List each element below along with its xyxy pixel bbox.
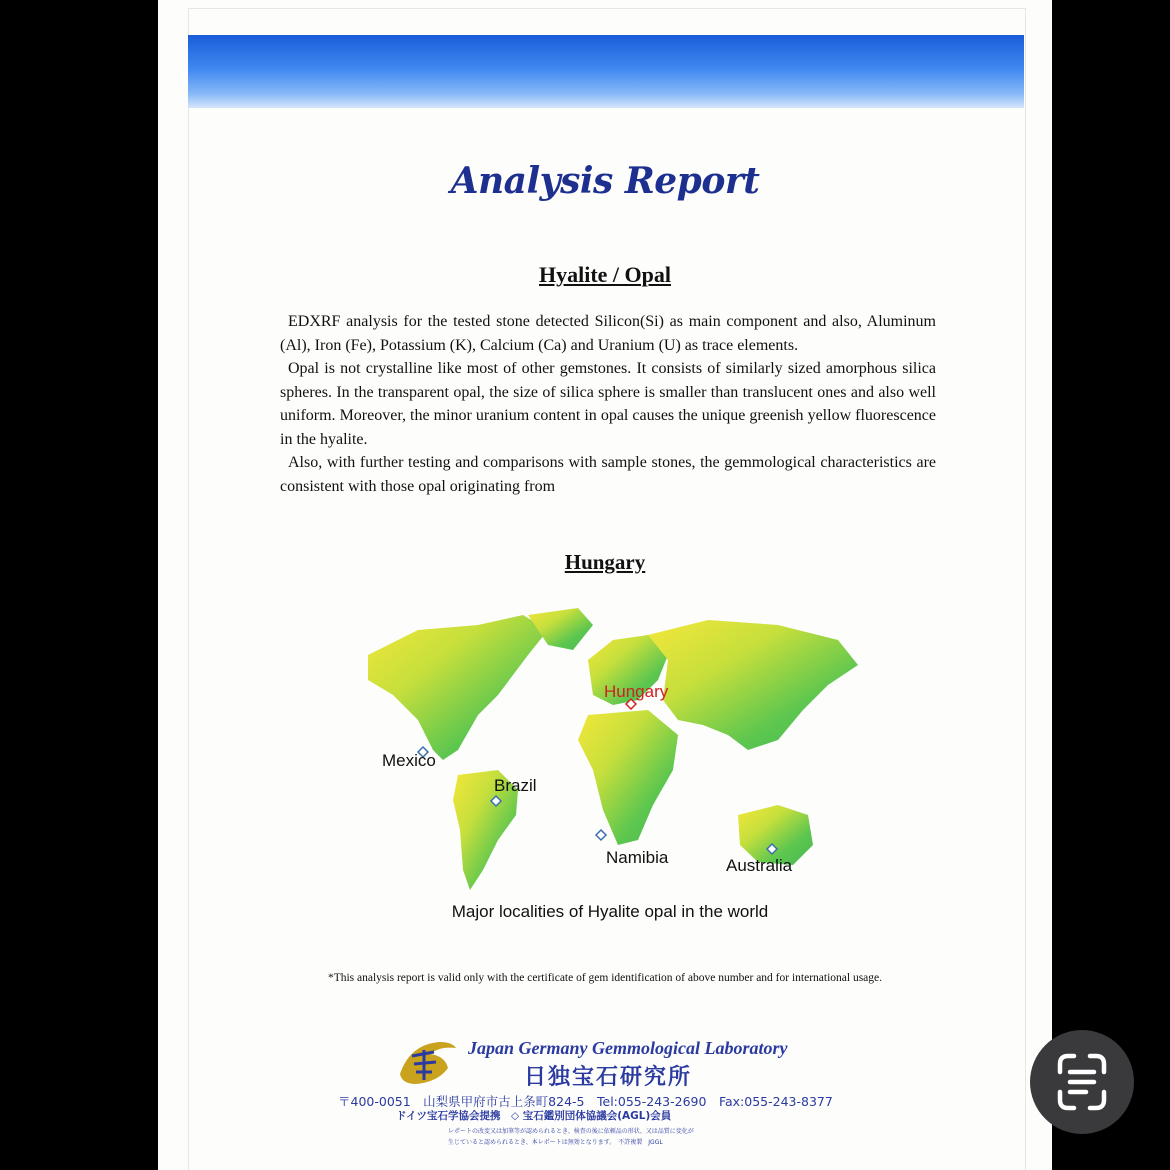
- paragraph-opal: Opal is not crystalline like most of other gemstones. It consists of similarly sized amorphous silica spheres. In the transparent opal, the size of silica sphere is smaller than translucent ones and also well uniform. Moreover, the minor uranium content in opal causes the unique greenish yellow fluorescence in the hyalite.: [280, 360, 936, 448]
- lab-notice-line-1: レポートの改変又は加筆等が認められるとき、検査の後に依頼品の形状、又は品質に変化が: [448, 1128, 694, 1135]
- world-map: [348, 600, 888, 900]
- paragraph-edxrf: EDXRF analysis for the tested stone detected Silicon(Si) as main component and also, Aluminum (Al), Iron (Fe), Potassium (K), Calcium (Ca) and Uranium (U) as trace elements.: [280, 313, 936, 354]
- lab-name-jp: 日独宝石研究所: [524, 1065, 693, 1090]
- lab-logo: [390, 1034, 462, 1090]
- continent-africa: [578, 710, 678, 845]
- map-caption: Major localities of Hyalite opal in the world: [451, 902, 769, 921]
- label-brazil: Brazil: [494, 776, 537, 795]
- label-namibia: Namibia: [606, 848, 669, 867]
- stone-title: Hyalite / Opal: [539, 262, 671, 287]
- lab-address: 〒400-0051 山梨県甲府市古上条町824-5 Tel:055-243-2690 Fax:055-243-8377: [338, 1094, 833, 1109]
- lab-association: ドイツ宝石学協会提携 ◇ 宝石鑑別団体協議会(AGL)会員: [396, 1110, 672, 1122]
- text-scan-icon: [1030, 1030, 1134, 1134]
- label-mexico: Mexico: [382, 751, 436, 770]
- lab-name-en: Japan Germany Gemmological Laboratory: [468, 1038, 788, 1058]
- report-page: [158, 0, 1052, 1170]
- continent-greenland: [528, 608, 593, 650]
- continent-asia: [648, 620, 858, 750]
- label-australia: Australia: [726, 856, 793, 875]
- lab-notice-line-2: 生じていると認められるとき、本レポートは無効となります。 不許複製 JGGL: [448, 1139, 663, 1146]
- paragraph-origin: Also, with further testing and comparisons with sample stones, the gemmological characteristics are consistent with those opal originating from: [280, 454, 936, 495]
- lab-seal-icon: [390, 1034, 462, 1090]
- report-title: Analysis Report: [450, 160, 760, 202]
- header-banner: [188, 35, 1024, 108]
- marker-namibia: [596, 830, 606, 840]
- lab-notice: [448, 1126, 768, 1148]
- label-hungary: Hungary: [604, 682, 669, 701]
- validity-footnote: *This analysis report is valid only with the certificate of gem identification of above number and for international usage.: [327, 972, 883, 984]
- text-scan-button[interactable]: [1030, 1030, 1134, 1134]
- continent-north-america: [368, 615, 548, 760]
- analysis-text: [280, 310, 936, 498]
- origin-country: Hungary: [564, 550, 646, 574]
